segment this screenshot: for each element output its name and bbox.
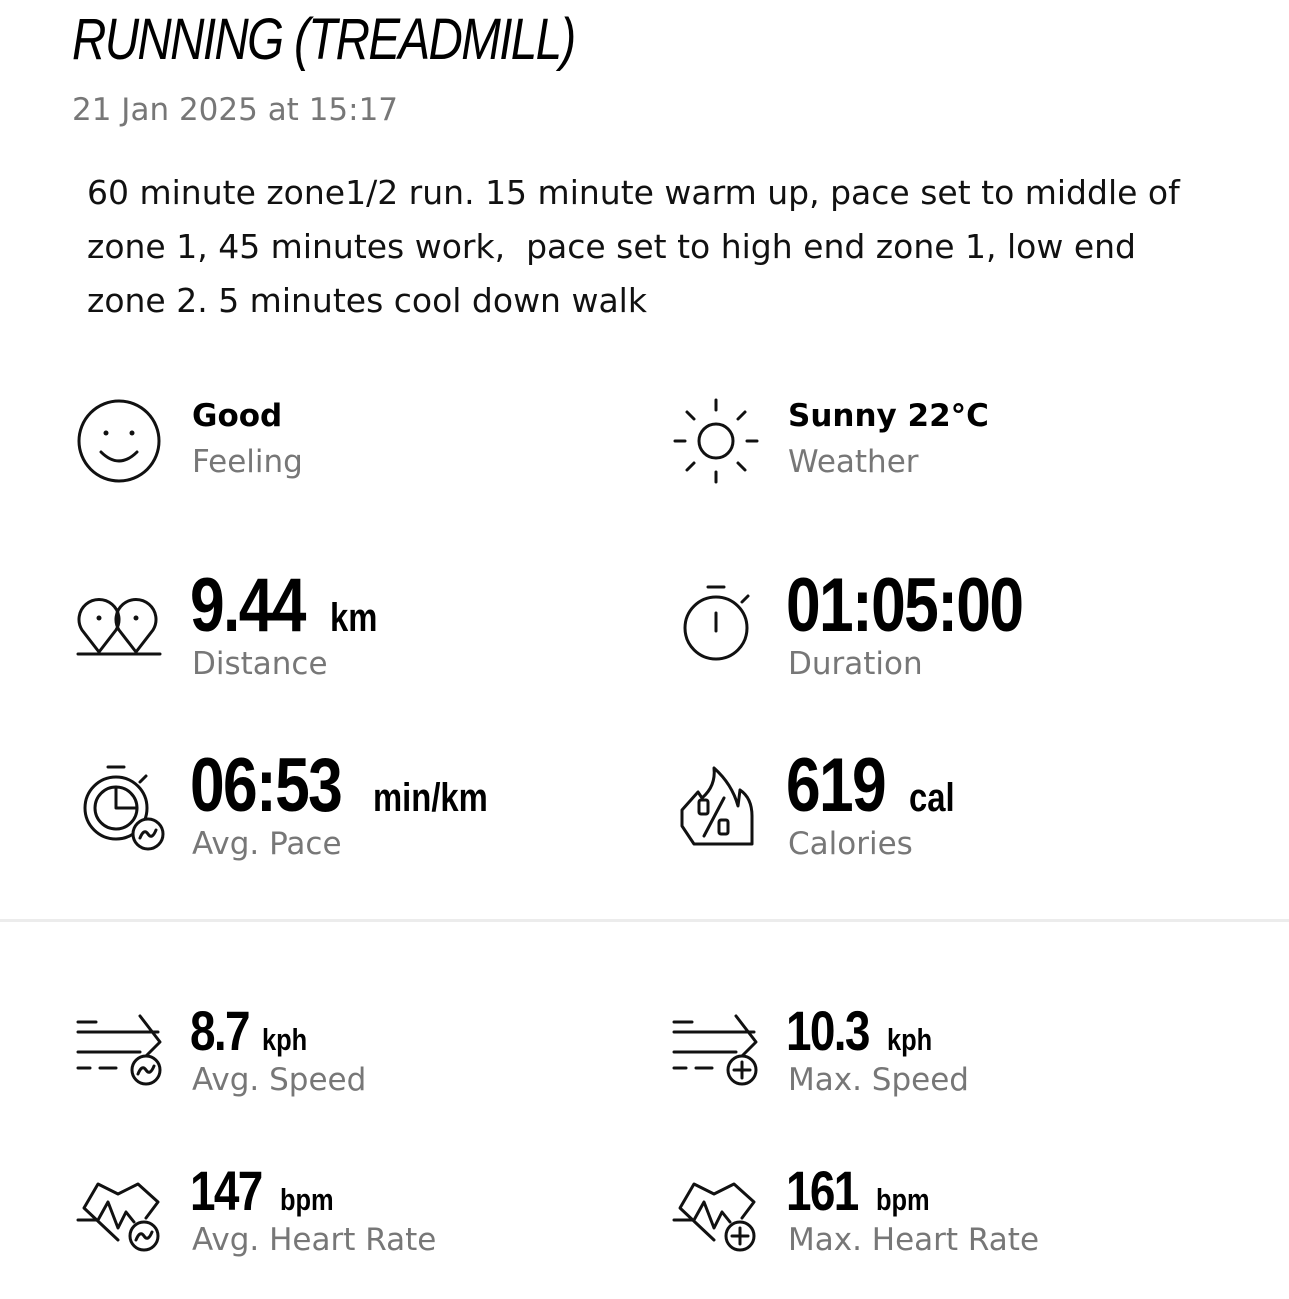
duration-label: Duration (788, 646, 923, 682)
max-heart-rate-unit: bpm (875, 1182, 930, 1217)
distance-unit: km (330, 596, 378, 640)
max-speed-label: Max. Speed (788, 1062, 969, 1098)
avg-heart-rate-icon (76, 1178, 166, 1278)
stopwatch-icon (672, 582, 762, 682)
distance-stat (76, 562, 636, 682)
max-heart-rate-label: Max. Heart Rate (788, 1222, 1040, 1258)
max-speed-unit: kph (887, 1022, 933, 1057)
max-speed-icon (672, 1018, 762, 1118)
weather-value: Sunny 22°C (788, 398, 989, 434)
map-pins-icon (76, 596, 166, 696)
workout-note: 60 minute zone1/2 run. 15 minute warm up, pace set to middle of zone 1, 45 minutes work, pace set to high end zone 1, low end zone 2. 5 minutes cool down walk (87, 173, 1191, 320)
calories-value: 619 (786, 743, 886, 828)
sun-icon (672, 398, 762, 498)
max-speed-value: 10.3 (786, 999, 869, 1062)
avg-speed-value: 8.7 (190, 999, 249, 1062)
max-heart-rate-icon (672, 1178, 762, 1278)
feeling-value: Good (192, 398, 283, 434)
workout-title: RUNNING (TREADMILL) (72, 7, 575, 72)
avg-pace-stat (76, 742, 636, 862)
avg-speed-unit: kph (262, 1022, 308, 1057)
workout-date: 21 Jan 2025 at 15:17 (72, 92, 399, 128)
avg-pace-unit: min/km (372, 776, 488, 820)
pace-timer-icon (76, 762, 166, 862)
avg-speed-stat (76, 998, 636, 1118)
avg-speed-icon (76, 1018, 166, 1118)
duration-value: 01:05:00 (786, 563, 1023, 648)
duration-stat (672, 562, 1232, 682)
distance-value: 9.44 (190, 563, 305, 648)
avg-heart-rate-label: Avg. Heart Rate (192, 1222, 437, 1258)
avg-heart-rate-value: 147 (190, 1159, 262, 1222)
avg-pace-value: 06:53 (190, 743, 342, 828)
avg-heart-rate-stat (76, 1158, 636, 1278)
feeling-label: Feeling (192, 444, 303, 480)
section-divider (0, 919, 1289, 922)
calories-label: Calories (788, 826, 913, 862)
distance-label: Distance (192, 646, 328, 682)
weather-label: Weather (788, 444, 919, 480)
max-heart-rate-stat (672, 1158, 1232, 1278)
flame-icon (672, 762, 762, 862)
avg-pace-label: Avg. Pace (192, 826, 342, 862)
avg-heart-rate-unit: bpm (279, 1182, 334, 1217)
calories-unit: cal (909, 776, 955, 820)
calories-stat (672, 742, 1232, 862)
weather-stat (672, 398, 1232, 518)
max-heart-rate-value: 161 (786, 1159, 858, 1222)
smiley-icon (76, 398, 166, 498)
max-speed-stat (672, 998, 1232, 1118)
avg-speed-label: Avg. Speed (192, 1062, 367, 1098)
feeling-stat (76, 398, 576, 518)
